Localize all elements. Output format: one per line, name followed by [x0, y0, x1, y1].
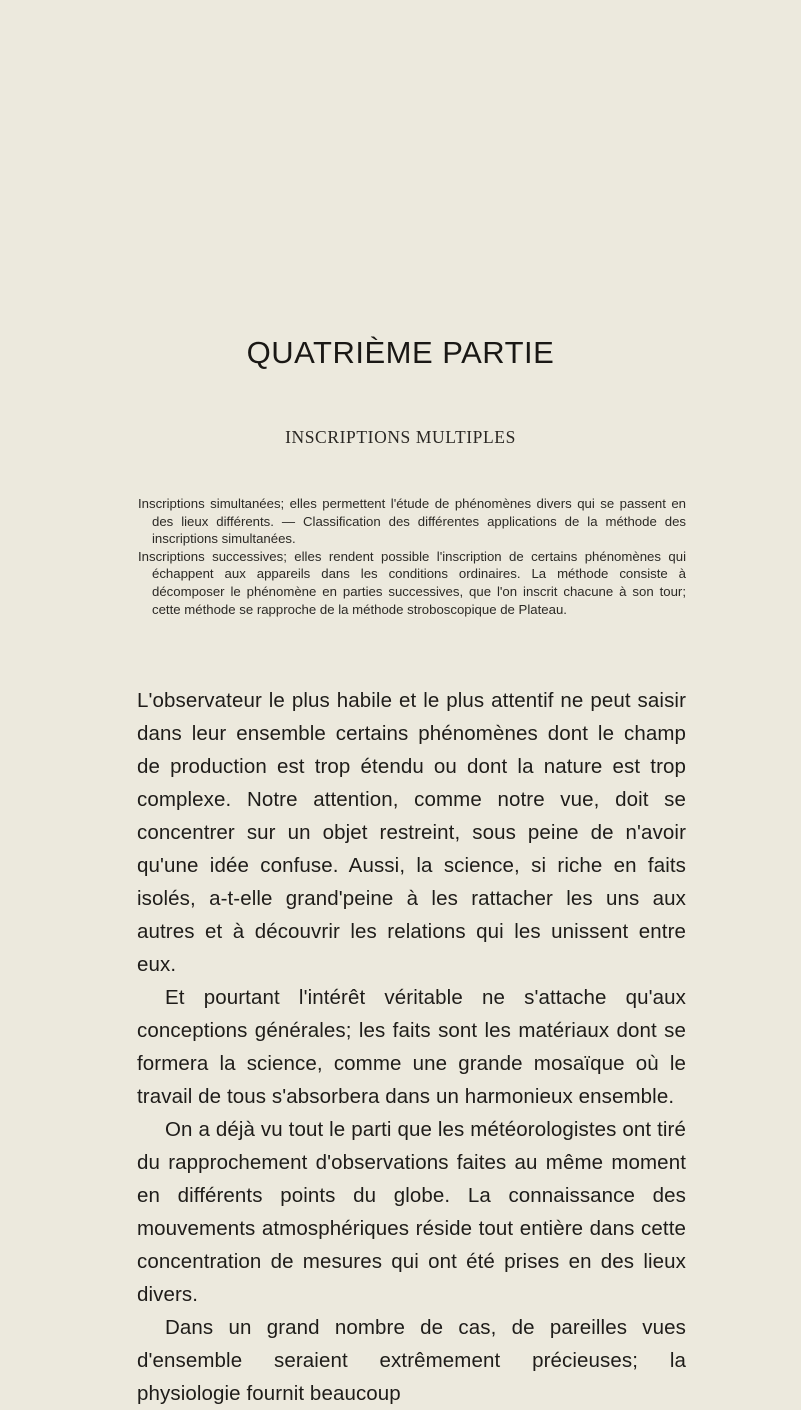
paragraph-4: Dans un grand nombre de cas, de pareilles vues d'ensemble seraient extrêmement précieuses; la physiologie fournit beaucoup [137, 1316, 686, 1405]
paragraph-1: L'observateur le plus habile et le plus attentif ne peut saisir dans leur ensemble certains phénomènes dont le champ de production est trop étendu ou dont la nature est trop complexe. Notre attention, comme notre vue, doit se concentrer sur un objet restreint, sous peine de n'avoir qu'une idée confuse. Aussi, la science, si riche en faits isolés, a-t-elle grand'peine à les rattacher les uns aux autres et à découvrir les relations qui les unissent entre eux. [137, 689, 686, 976]
body-text [137, 684, 686, 1410]
summary-item-simultaneous: Inscriptions simultanées; elles permettent l'étude de phénomènes divers qui se passent en des lieux différents. — Classification des différentes applications de la méthode des inscriptions simultanées. [138, 496, 686, 547]
paragraph-3: On a déjà vu tout le parti que les météorologistes ont tiré du rapprochement d'observations faites au même moment en différents points du globe. La connaissance des mouvements atmosphériques réside tout entière dans cette concentration de mesures qui ont été prises en des lieux divers. [137, 1118, 686, 1306]
part-title: QUATRIÈME PARTIE [246, 335, 555, 370]
chapter-summary [138, 495, 686, 618]
summary-item-successive: Inscriptions successives; elles rendent possible l'inscription de certains phénomènes qui échappent aux appareils dans les conditions ordinaires. La méthode consiste à décomposer le phénomène en parties successives, que l'on inscrit chacune à son tour; cette méthode se rapproche de la méthode stroboscopique de Plateau. [138, 548, 686, 617]
section-title: INSCRIPTIONS MULTIPLES [285, 427, 516, 447]
paragraph-2: Et pourtant l'intérêt véritable ne s'attache qu'aux conceptions générales; les faits sont les matériaux dont se formera la science, comme une grande mosaïque où le travail de tous s'absorbera dans un harmonieux ensemble. [137, 986, 686, 1108]
